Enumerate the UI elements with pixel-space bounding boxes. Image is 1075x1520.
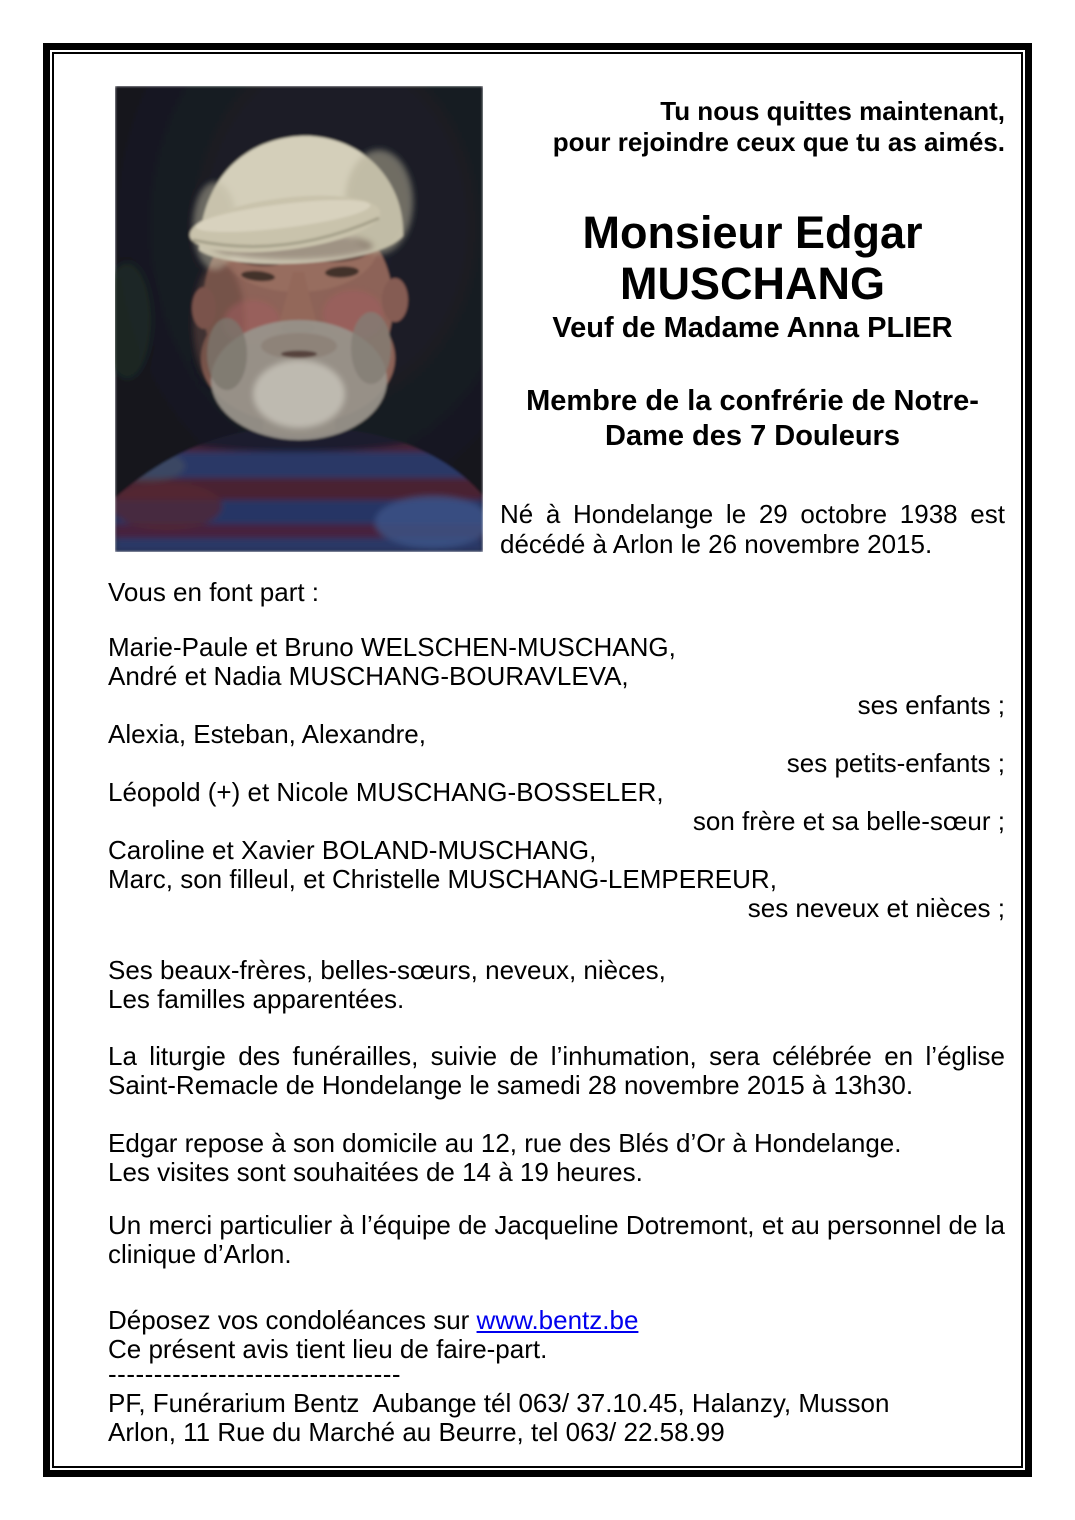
- dashed-separator: --------------------------------: [108, 1359, 402, 1389]
- family-names: Léopold (+) et Nicole MUSCHANG-BOSSELER,: [108, 777, 664, 807]
- family-names: Marie-Paule et Bruno WELSCHEN-MUSCHANG,: [108, 632, 676, 662]
- birth-death-dates: Né à Hondelange le 29 octobre 1938 est décédé à Arlon le 26 novembre 2015.: [500, 499, 1005, 559]
- portrait-photo: [115, 86, 483, 552]
- funeral-home-line-1: PF, Funérarium Bentz Aubange tél 063/ 37.10.45, Halanzy, Musson: [108, 1388, 890, 1418]
- repose-paragraph: [108, 1129, 1005, 1187]
- other-relatives-line-1: Ses beaux-frères, belles-sœurs, neveux, nièces,: [108, 955, 666, 985]
- portrait-photo-illustration: [115, 86, 483, 552]
- faire-part-notice: Ce présent avis tient lieu de faire-part.: [108, 1334, 548, 1364]
- family-names: Marc, son filleul, et Christelle MUSCHANG-LEMPEREUR,: [108, 864, 777, 894]
- funeral-home-line-2: Arlon, 11 Rue du Marché au Beurre, tel 063/ 22.58.99: [108, 1417, 725, 1447]
- quote-line-2: pour rejoindre ceux que tu as aimés.: [552, 127, 1005, 157]
- condolences-prefix: Déposez vos condoléances sur: [108, 1305, 477, 1335]
- thanks-paragraph: Un merci particulier à l’équipe de Jacqueline Dotremont, et au personnel de la clinique d’Arlon.: [108, 1210, 1005, 1269]
- announcement-intro: Vous en font part :: [108, 577, 320, 607]
- repose-line-2: Les visites sont souhaitées de 14 à 19 heures.: [108, 1157, 643, 1187]
- condolences-website-link[interactable]: www.bentz.be: [476, 1305, 639, 1335]
- widower-subtitle: Veuf de Madame Anna PLIER: [552, 312, 953, 344]
- family-names: Caroline et Xavier BOLAND-MUSCHANG,: [108, 835, 597, 865]
- family-relation: ses petits-enfants ;: [786, 748, 1005, 778]
- family-relation: son frère et sa belle-sœur ;: [692, 806, 1005, 836]
- title-line-1: Monsieur Edgar: [582, 207, 923, 258]
- repose-line-1: Edgar repose à son domicile au 12, rue des Blés d’Or à Hondelange.: [108, 1128, 902, 1158]
- condolences-line: [108, 1306, 1005, 1335]
- beard-shape: [207, 312, 391, 440]
- family-relation: ses enfants ;: [857, 690, 1005, 720]
- membership-line-1: Membre de la confrérie de Notre-: [526, 385, 979, 417]
- funeral-home-info: [108, 1389, 1005, 1447]
- family-relation: ses neveux et nièces ;: [747, 893, 1005, 923]
- other-relatives-line-2: Les familles apparentées.: [108, 984, 405, 1014]
- quote-line-1: Tu nous quittes maintenant,: [660, 96, 1005, 126]
- membership-note: [500, 384, 1005, 454]
- mouth-shape: [281, 351, 317, 358]
- condolences-paragraph: [108, 1306, 1005, 1364]
- liturgy-paragraph: La liturgie des funérailles, suivie de l’inhumation, sera célébrée en l’église Saint-Remacle de Hondelange le samedi 28 novembre 2015 à 13h30.: [108, 1041, 1005, 1100]
- deceased-name-title: [500, 207, 1005, 309]
- family-names: Alexia, Esteban, Alexandre,: [108, 719, 426, 749]
- other-relatives: [108, 956, 1005, 1014]
- title-line-2: MUSCHANG: [620, 258, 885, 309]
- right-ear-shape: [382, 278, 408, 322]
- family-names: André et Nadia MUSCHANG-BOURAVLEVA,: [108, 661, 629, 691]
- family-list: [108, 633, 1005, 923]
- left-ear-shape: [192, 287, 216, 329]
- membership-line-2: Dame des 7 Douleurs: [605, 420, 900, 452]
- opening-quote: [500, 96, 1005, 158]
